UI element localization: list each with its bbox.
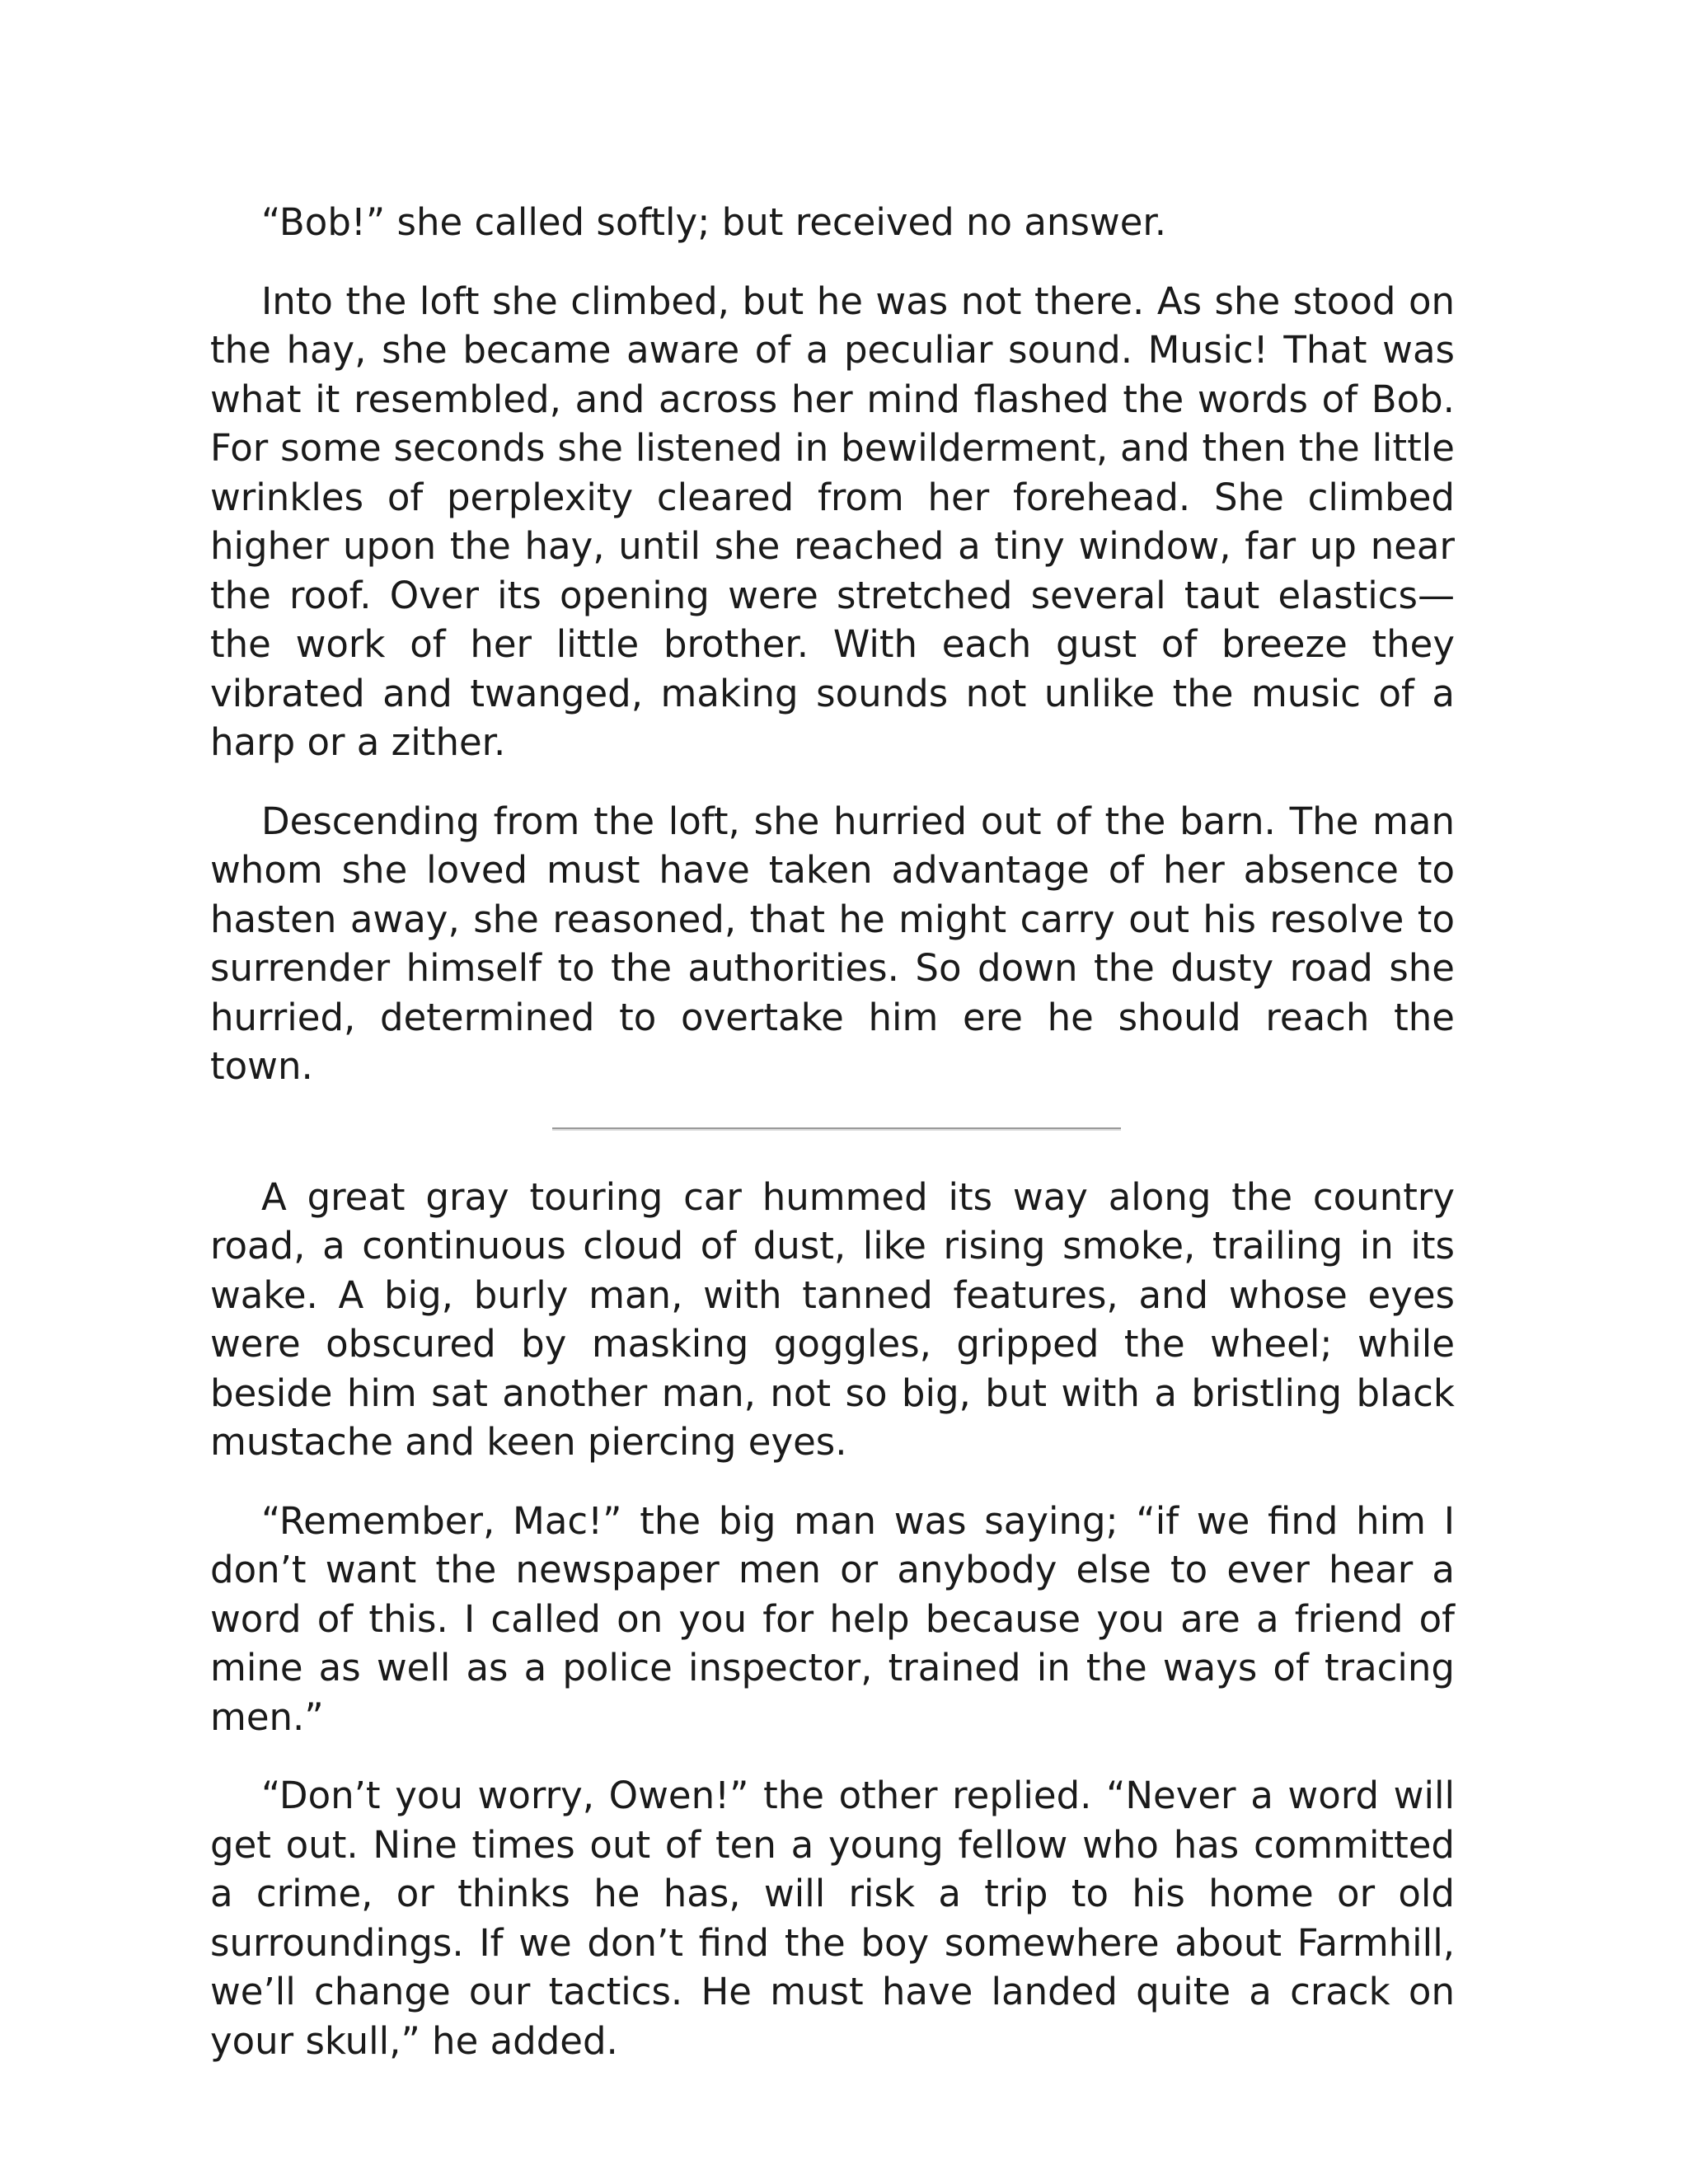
paragraph: Into the loft she climbed, but he was not there. As she stood on the hay, she became aware of a peculiar sound. Music! That was what it resembled, and across her mind flashed the words of Bob. For some seconds she listened in bewilderment, and then the little wrinkles of perplexity cleared from her forehead. She climbed higher upon the hay, until she reached a tiny window, far up near the roof. Over its opening were stretched several taut elastics—the work of her little brother. With each gust of breeze they vibrated and twanged, making sounds not unlike the music of a harp or a zither. — [210, 279, 1455, 764]
paragraph: “Bob!” she called softly; but received no answer. — [261, 200, 1167, 244]
section-divider — [552, 1127, 1121, 1131]
paragraph: “Don’t you worry, Owen!” the other replied. “Never a word will get out. Nine times out of ten a young fellow who has committed a crime, or thinks he has, will risk a trip to his home or old surroundings. If we don’t find the boy somewhere about Farmhill, we’ll change our tactics. He must have landed quite a crack on your skull,” he added. — [210, 1774, 1455, 2063]
paragraph: “Remember, Mac!” the big man was saying; “if we find him I don’t want the newspaper men or anybody else to ever hear a word of this. I called on you for help because you are a friend of mine as well as a police inspector, trained in the ways of tracing men.” — [210, 1498, 1455, 1739]
section-2 — [210, 1173, 1455, 2066]
section-divider-wrap — [210, 1124, 1455, 1136]
section-1 — [210, 198, 1455, 1091]
paragraph: Descending from the loft, she hurried out of the barn. The man whom she loved must have taken advantage of her absence to hasten away, she reasoned, that he might carry out his resolve to surrender himself to the authorities. So down the dusty road she hurried, determined to overtake him ere he should reach the town. — [210, 799, 1455, 1088]
paragraph: A great gray touring car hummed its way along the country road, a continuous cloud of dust, like rising smoke, trailing in its wake. A big, burly man, with tanned features, and whose eyes were obscured by masking goggles, gripped the wheel; while beside him sat another man, not so big, but with a bristling black mustache and keen piercing eyes. — [210, 1174, 1455, 1464]
book-page — [210, 198, 1455, 2065]
